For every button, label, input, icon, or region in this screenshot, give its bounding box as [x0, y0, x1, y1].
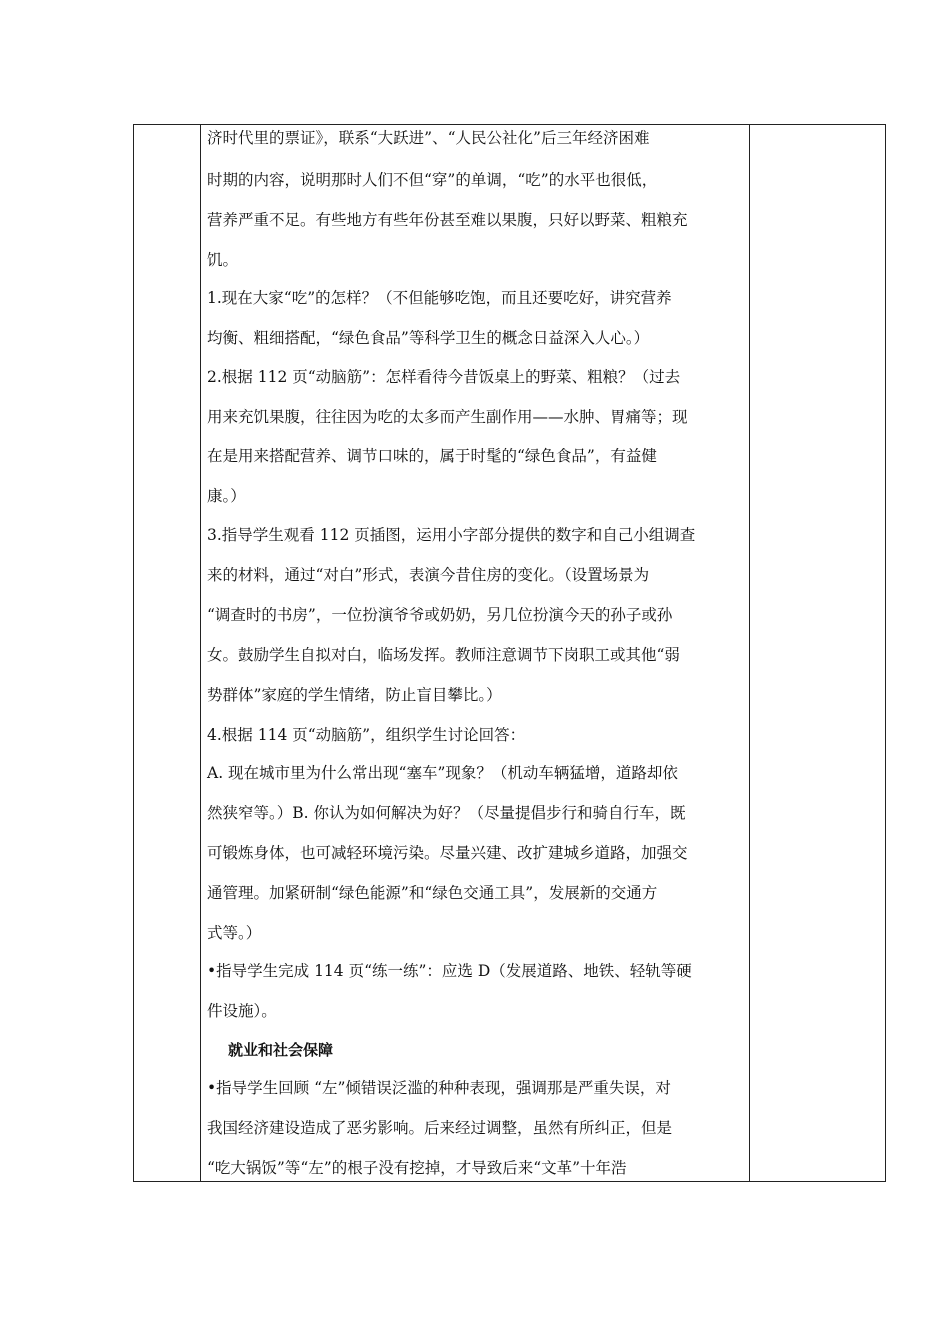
text-line: 女。鼓励学生自拟对白，临场发挥。教师注意调节下岗职工或其他“弱	[207, 646, 680, 664]
text-line: •指导学生完成 114 页“练一练”：应选 D（发展道路、地铁、轻轨等硬	[207, 962, 692, 980]
text-line: “调查时的书房”，一位扮演爷爷或奶奶，另几位扮演今天的孙子或孙	[207, 606, 673, 624]
text-line: 饥。	[207, 251, 239, 269]
text-line: 式等。）	[207, 924, 262, 942]
text-line: 1.现在大家“吃”的怎样？（不但能够吃饱，而且还要吃好，讲究营养	[207, 289, 672, 307]
text-line: 通管理。加紧研制“绿色能源”和“绿色交通工具”，发展新的交通方	[207, 884, 658, 902]
text-line: 2.根据 112 页“动脑筋”：怎样看待今昔饭桌上的野菜、粗粮？（过去	[207, 368, 681, 386]
text-line: 势群体”家庭的学生情绪，防止盲目攀比。）	[207, 686, 502, 704]
text-line: A. 现在城市里为什么常出现“塞车”现象？（机动车辆猛增，道路却依	[207, 764, 678, 782]
text-line: “吃大锅饭”等“左”的根子没有挖掉，才导致后来“文革”十年浩	[207, 1159, 627, 1177]
text-line: 件设施）。	[207, 1002, 277, 1020]
text-line: 来的材料，通过“对白”形式，表演今昔住房的变化。（设置场景为	[207, 566, 650, 584]
column-divider-left	[200, 125, 201, 1181]
text-line: 均衡、粗细搭配，“绿色食品”等科学卫生的概念日益深入人心。）	[207, 329, 650, 347]
text-line: 康。）	[207, 487, 246, 505]
text-line: •指导学生回顾 “左”倾错误泛滥的种种表现，强调那是严重失误，对	[207, 1079, 671, 1097]
text-line: 在是用来搭配营养、调节口味的，属于时髦的“绿色食品”，有益健	[207, 447, 657, 465]
text-line: 然狭窄等。）B. 你认为如何解决为好？（尽量提倡步行和骑自行车，既	[207, 804, 686, 822]
text-line: 用来充饥果腹，往往因为吃的太多而产生副作用——水肿、胃痛等；现	[207, 408, 688, 426]
text-line: 4.根据 114 页“动脑筋”，组织学生讨论回答：	[207, 726, 526, 744]
text-line: 3.指导学生观看 112 页插图，运用小字部分提供的数字和自己小组调查	[207, 526, 696, 544]
text-line: 我国经济建设造成了恶劣影响。后来经过调整，虽然有所纠正，但是	[207, 1119, 673, 1137]
text-line: 济时代里的票证》，联系“大跃进”、“人民公社化”后三年经济困难	[207, 129, 650, 147]
column-divider-right	[749, 125, 750, 1181]
text-line: 时期的内容，说明那时人们不但“穿”的单调，“吃”的水平也很低，	[207, 171, 658, 189]
text-line: 营养严重不足。有些地方有些年份甚至难以果腹，只好以野菜、粗粮充	[207, 211, 688, 229]
section-heading: 就业和社会保障	[228, 1041, 334, 1059]
text-line: 可锻炼身体，也可减轻环境污染。尽量兴建、改扩建城乡道路，加强交	[207, 844, 688, 862]
